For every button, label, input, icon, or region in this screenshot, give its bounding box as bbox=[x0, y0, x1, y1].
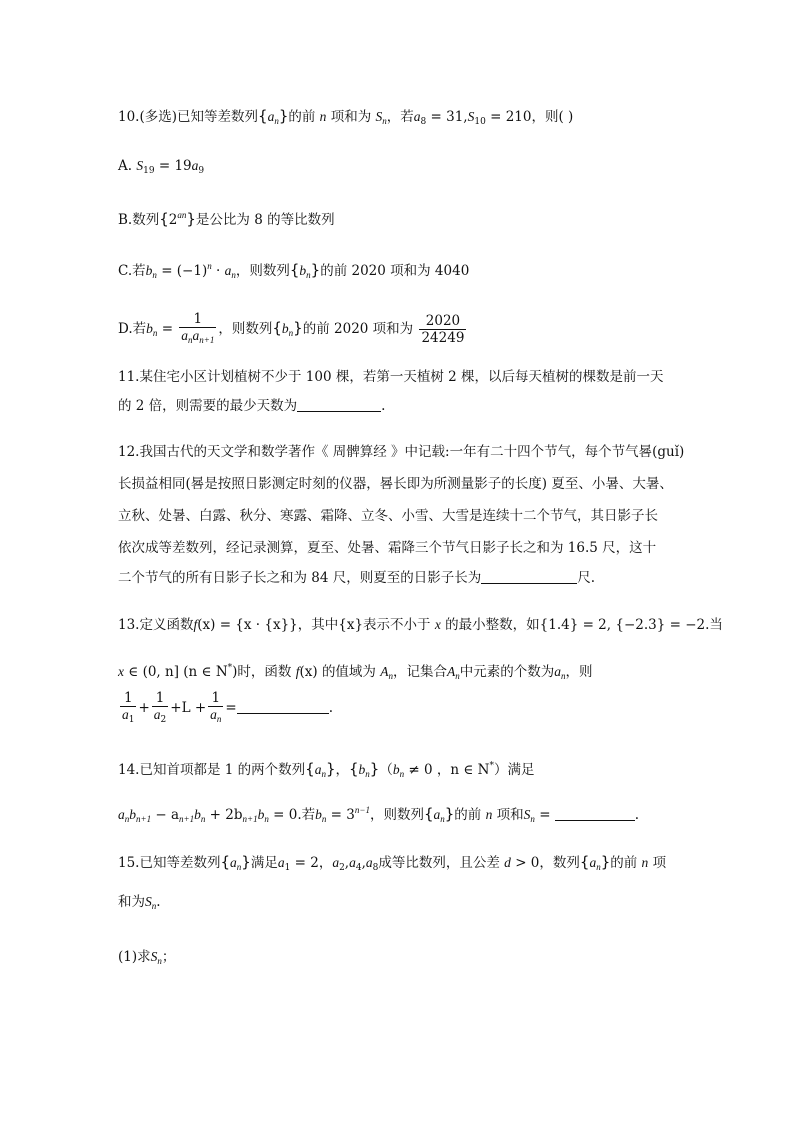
sub: n bbox=[306, 270, 311, 280]
option-label: B.数列 bbox=[118, 212, 160, 228]
var: n bbox=[319, 109, 327, 124]
q10-stem bbox=[118, 106, 573, 132]
text: {x} bbox=[338, 617, 364, 633]
var: x bbox=[434, 617, 441, 632]
text: ； bbox=[161, 949, 176, 965]
sup: n bbox=[181, 210, 187, 220]
var: A bbox=[380, 664, 389, 679]
fraction bbox=[179, 311, 216, 348]
text: ，则数列 bbox=[369, 807, 424, 823]
var: b bbox=[146, 321, 153, 336]
text: ≠ 0 ， bbox=[404, 762, 451, 778]
q10-option-a bbox=[118, 156, 204, 181]
brace: } bbox=[293, 319, 303, 337]
var: a bbox=[277, 855, 285, 870]
text: 13.定义函数 bbox=[118, 617, 194, 633]
text: = bbox=[161, 321, 173, 337]
q13-line1 bbox=[118, 615, 723, 635]
brace: } bbox=[278, 107, 289, 125]
text: 二个节气的所有日影子长之和为 84 尺，则夏至的日影子长为 bbox=[118, 570, 482, 586]
text: . bbox=[156, 894, 161, 910]
text: ，则数列 bbox=[218, 321, 273, 337]
text: = bbox=[539, 807, 551, 823]
text: 的 2 倍，则需要的最少天数为 bbox=[118, 398, 298, 414]
answer-blank[interactable] bbox=[481, 569, 577, 584]
q15-line1: 15.已知等差数列$\{a_n\}$满足$a_1 = 2$，$a_2,a_4,a_8$成等比数列，且公差 d > 0，数列$\{a_n\}$的前 n 项 bbox=[118, 853, 667, 873]
text: ，数列 bbox=[539, 855, 580, 871]
fraction bbox=[120, 690, 136, 728]
q11-line1 bbox=[118, 367, 664, 387]
q12-line1 bbox=[118, 442, 684, 462]
var: f bbox=[193, 617, 198, 632]
brace: } bbox=[186, 210, 196, 228]
sup: * bbox=[489, 761, 494, 771]
sub: n bbox=[288, 328, 294, 338]
text: ，则 bbox=[565, 664, 593, 680]
var: a bbox=[181, 328, 189, 343]
text: − a bbox=[155, 807, 180, 823]
q10-option-d bbox=[118, 308, 468, 353]
numerator: 2020 bbox=[419, 313, 466, 330]
q12-line4 bbox=[118, 538, 656, 558]
var: n bbox=[641, 855, 649, 870]
text: = 19 bbox=[158, 158, 192, 174]
text: = 2 bbox=[294, 855, 319, 871]
answer-blank[interactable] bbox=[237, 699, 329, 714]
var: f bbox=[295, 664, 300, 679]
text: ，记集合 bbox=[392, 664, 447, 680]
text: + bbox=[138, 700, 150, 716]
q12-line2 bbox=[118, 474, 673, 494]
text: + 2b bbox=[209, 807, 243, 823]
text: = (−1) bbox=[161, 263, 208, 279]
var: x bbox=[118, 664, 124, 679]
text: ，则数列 bbox=[235, 263, 290, 279]
var: S bbox=[467, 109, 475, 124]
text: ）满足 bbox=[493, 762, 535, 778]
numerator: 1 bbox=[208, 690, 223, 707]
option-label: C.若 bbox=[118, 263, 146, 279]
text: ， bbox=[318, 855, 333, 871]
var: S bbox=[375, 109, 383, 124]
text: · bbox=[211, 263, 225, 279]
brace: { bbox=[272, 319, 282, 337]
text: 满足 bbox=[250, 855, 278, 871]
fraction bbox=[208, 690, 223, 727]
text: 的前 bbox=[288, 109, 316, 125]
var: S bbox=[136, 158, 144, 173]
text: 长损益相同(晷是按照日影测定时刻的仪器，晷长即为所测量影子的长度) 夏至、小暑、大暑、 bbox=[118, 476, 673, 492]
denominator bbox=[152, 707, 168, 728]
sub: n bbox=[231, 270, 236, 280]
text: ) bbox=[232, 664, 238, 680]
var: a bbox=[122, 706, 129, 722]
sup: n−1 bbox=[354, 805, 370, 815]
answer-blank[interactable] bbox=[555, 806, 635, 821]
q15-part1: (1)求$S_n$； bbox=[118, 949, 176, 966]
var: S bbox=[150, 949, 158, 964]
denominator: 24249 bbox=[421, 330, 465, 346]
q14-line2: $a_nb_{n+1} - a_{n+1}b_n + 2b_{n+1}b_n = 0$.若$b_n = 3^{n-1}$，则数列$\{a_n\}$的前 n 项和$S_n$ = . bbox=[118, 805, 640, 824]
text: = 210 bbox=[490, 109, 532, 125]
text: 的前 2020 项和为 bbox=[302, 321, 414, 337]
sub: 2 bbox=[160, 714, 167, 725]
text: 是公比为 8 的等比数列 bbox=[195, 212, 335, 228]
var: a bbox=[192, 328, 200, 343]
text: 和为 bbox=[118, 894, 145, 910]
sub: n+1 bbox=[199, 335, 215, 345]
text: +L + bbox=[170, 700, 207, 716]
text: (1)求 bbox=[118, 949, 151, 965]
text: ∈ (0, n] bbox=[124, 664, 184, 680]
text: 项 bbox=[652, 855, 667, 871]
text: = bbox=[225, 700, 237, 716]
text: 的前 bbox=[610, 855, 638, 871]
text: 2 bbox=[168, 212, 178, 228]
var: b bbox=[315, 807, 322, 822]
text: 的前 2020 项和为 4040 bbox=[320, 263, 470, 279]
sup: * bbox=[227, 663, 233, 673]
text: 15.已知等差数列 bbox=[118, 855, 221, 871]
option-label: D.若 bbox=[118, 321, 147, 337]
text: (x) = {x · {x}} bbox=[197, 617, 298, 633]
text: 12.我国古代的天文学和数学著作《 周髀算经 》中记载:一年有二十四个节气，每个节气晷(guǐ) bbox=[118, 444, 685, 460]
numerator: 1 bbox=[152, 690, 168, 707]
text: = 31, bbox=[430, 109, 468, 125]
text: 立秋、处暑、白露、秋分、寒露、霜降、立冬、小雪、大雪是连续十二个节气，其日影子长 bbox=[118, 508, 658, 524]
sub: 1 bbox=[128, 714, 135, 725]
var: a bbox=[210, 707, 217, 722]
text: 的前 bbox=[454, 807, 482, 823]
text: 11.某住宅小区计划植树不少于 100 棵，若第一天植树 2 棵，以后每天植树的棵数是前一天 bbox=[118, 369, 664, 385]
var: a bbox=[153, 706, 161, 722]
text: 项和为 bbox=[330, 109, 372, 125]
brace: { bbox=[258, 107, 268, 125]
denominator bbox=[179, 328, 216, 348]
text: . bbox=[381, 398, 386, 414]
text: ，若 bbox=[386, 109, 414, 125]
text: ， bbox=[335, 762, 349, 778]
var: A bbox=[446, 664, 456, 679]
numerator: 1 bbox=[120, 690, 136, 707]
text: = 0 bbox=[273, 807, 298, 823]
q15-line2: 和为$S_n$. bbox=[118, 894, 161, 911]
var: a bbox=[332, 855, 340, 870]
q13-line2: x ∈ (0, n] (n ∈ N*)时，函数 f(x) 的值域为 $A_n$，记集合$A_n$中元素的个数为$a_n$，则 bbox=[118, 663, 593, 681]
numerator: 1 bbox=[179, 311, 216, 328]
brace: } bbox=[310, 261, 321, 279]
text: ，则( ) bbox=[531, 109, 574, 125]
text: . bbox=[328, 700, 334, 716]
var: a bbox=[191, 158, 199, 173]
sub: 8 bbox=[420, 117, 427, 127]
q10-option-b bbox=[118, 205, 335, 230]
text: = 3 bbox=[330, 807, 355, 823]
text: . bbox=[634, 807, 640, 823]
denominator bbox=[120, 707, 136, 728]
var: n bbox=[485, 807, 493, 822]
var: b bbox=[257, 807, 265, 822]
sub: 10 bbox=[474, 117, 486, 127]
denominator: $a_n$ bbox=[210, 707, 222, 724]
sup: n bbox=[207, 261, 212, 271]
var: b bbox=[129, 807, 136, 822]
sup: a bbox=[177, 210, 182, 220]
sub: 19 bbox=[143, 166, 155, 176]
text: (n ∈ N bbox=[183, 664, 228, 680]
sub: n bbox=[152, 270, 157, 280]
text: （ bbox=[379, 762, 393, 778]
var: S bbox=[523, 807, 531, 822]
q13-line3 bbox=[118, 688, 333, 728]
var: b bbox=[299, 263, 307, 278]
q12-line5 bbox=[118, 568, 595, 588]
var: a bbox=[267, 109, 275, 124]
fraction bbox=[419, 313, 466, 346]
q14-line1: 14.已知首项都是 1 的两个数列$\{a_n\}$，$\{b_n\}(b_n \ne 0$ ，n ∈ N*）满足 bbox=[118, 760, 535, 779]
var: a bbox=[413, 109, 421, 124]
text: 表示不小于 bbox=[363, 617, 431, 633]
var: b bbox=[194, 807, 201, 822]
q11-line2 bbox=[118, 396, 385, 416]
text: 成等比数列，且公差 bbox=[378, 855, 500, 871]
text: n ∈ N bbox=[450, 762, 490, 778]
text: {1.4} = 2, {−2.3} = −2 bbox=[539, 617, 706, 633]
sub: n bbox=[382, 116, 387, 126]
text: 项和 bbox=[496, 807, 524, 823]
var: a bbox=[118, 807, 125, 822]
text: > 0 bbox=[510, 855, 540, 871]
text: .当 bbox=[705, 617, 723, 633]
text: 14.已知首项都是 1 的两个数列 bbox=[118, 762, 306, 778]
answer-blank[interactable] bbox=[297, 397, 381, 412]
text: 10.(多选)已知等差数列 bbox=[118, 109, 259, 125]
text: 的值域为 bbox=[321, 664, 376, 680]
text: ，其中 bbox=[297, 617, 339, 633]
sub: n bbox=[152, 328, 158, 338]
brace: { bbox=[289, 261, 300, 279]
sub: n bbox=[188, 335, 193, 345]
text: 尺. bbox=[577, 570, 596, 586]
text: (x) bbox=[299, 664, 318, 680]
brace: { bbox=[159, 210, 169, 228]
var: b bbox=[281, 321, 289, 336]
fraction bbox=[152, 690, 168, 728]
q10-option-c bbox=[118, 256, 469, 285]
text: 时，函数 bbox=[237, 664, 292, 680]
text: .若 bbox=[297, 807, 316, 823]
q12-line3 bbox=[118, 506, 658, 526]
var: b bbox=[145, 263, 153, 278]
var: S bbox=[145, 894, 152, 909]
sub: n bbox=[274, 116, 279, 126]
text: 中元素的个数为 bbox=[459, 664, 555, 680]
sub: 9 bbox=[198, 166, 205, 176]
text: 的最小整数，如 bbox=[445, 617, 540, 633]
var: d bbox=[504, 855, 511, 870]
option-label: A. bbox=[118, 158, 133, 174]
var: a bbox=[554, 664, 561, 679]
text: 依次成等差数列，经记录测算，夏至、处暑、霜降三个节气日影子长之和为 16.5 尺，这十 bbox=[118, 540, 657, 556]
var: a bbox=[224, 263, 232, 278]
